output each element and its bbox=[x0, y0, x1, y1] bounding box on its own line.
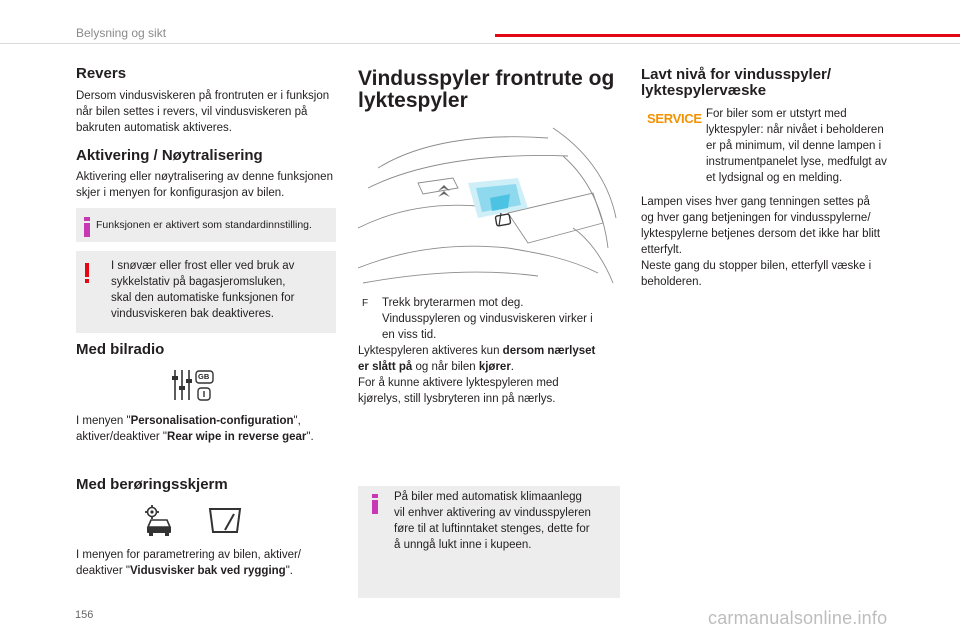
aktivering-line-2: skjer i menyen for konfigurasjon av bilen. bbox=[76, 187, 285, 199]
touchscreen-line-2: deaktiver "Vidusvisker bak ved rygging". bbox=[76, 565, 293, 577]
warning-line-3: skal den automatiske funksjonen for bbox=[111, 292, 295, 304]
bilradio-line-1: I menyen "Personalisation-configuration", bbox=[76, 415, 301, 427]
middle-info-line-1: På biler med automatisk klimaanlegg bbox=[394, 491, 582, 503]
middle-para2-line-1: For å kunne aktivere lyktespyleren med bbox=[358, 377, 559, 389]
middle-para-line-2: er slått på og når bilen kjører. bbox=[358, 361, 514, 373]
service-line-2: lyktespyler: når nivået i beholderen bbox=[706, 124, 884, 136]
car-settings-icon bbox=[142, 503, 176, 537]
right-heading-line-1: Lavt nivå for vindusspyler/ bbox=[641, 66, 832, 83]
right-body-line-4: etterfylt. bbox=[641, 244, 682, 256]
right-body-line-5: Neste gang du stopper bilen, etterfyll væske i bbox=[641, 260, 872, 272]
service-line-3: er på minimum, vil denne lampen i bbox=[706, 140, 882, 152]
middle-info-line-3: føre til at luftinntaket stenges, dette for bbox=[394, 523, 590, 535]
middle-info-box bbox=[358, 486, 620, 598]
right-body-line-2: og hver gang betjeningen for vindusspylerne/ bbox=[641, 212, 871, 224]
info-note-text: Funksjonen er aktivert som standardinnstilling. bbox=[96, 219, 312, 231]
bilradio-heading: Med bilradio bbox=[76, 341, 165, 358]
middle-para2-line-2: kjørelys, still lysbryteren inn på nærlys. bbox=[358, 393, 556, 405]
right-heading-line-2: lyktespylervæske bbox=[641, 82, 767, 99]
aktivering-line-1: Aktivering eller nøytralisering av denne funksjonen bbox=[76, 171, 333, 183]
middle-bullet-line-1: Trekk bryterarmen mot deg. bbox=[382, 297, 524, 309]
bilradio-line-2: aktiver/deaktiver "Rear wipe in reverse gear". bbox=[76, 431, 314, 443]
right-body-line-6: beholderen. bbox=[641, 276, 702, 288]
warning-line-4: vindusviskeren bak deaktiveres. bbox=[111, 308, 274, 320]
warning-note-box bbox=[76, 251, 336, 333]
revers-line-1: Dersom vindusviskeren på frontruten er i funksjon bbox=[76, 90, 330, 102]
service-warning-icon bbox=[647, 110, 702, 128]
warning-icon bbox=[85, 263, 89, 283]
revers-line-3: bakruten automatisk aktiveres. bbox=[76, 122, 232, 134]
right-body-line-3: lyktespylerne betjenes dersom det ikke har blitt bbox=[641, 228, 881, 240]
middle-bullet-line-2: Vindusspyleren og vindusviskeren virker i bbox=[382, 313, 593, 325]
middle-para-line-1: Lyktespyleren aktiveres kun dersom nærlyset bbox=[358, 345, 596, 357]
rear-wiper-icon bbox=[207, 506, 243, 534]
middle-bullet-line-3: en viss tid. bbox=[382, 329, 437, 341]
middle-heading-line-1: Vindusspyler frontrute og bbox=[358, 67, 615, 90]
bullet-marker: F bbox=[362, 298, 369, 309]
touchscreen-heading: Med berøringsskjerm bbox=[76, 476, 228, 493]
service-line-4: instrumentpanelet lyse, medfulgt av bbox=[706, 156, 887, 168]
radio-settings-icon bbox=[170, 368, 216, 402]
warning-line-1: I snøvær eller frost eller ved bruk av bbox=[111, 260, 295, 272]
watermark: carmanualsonline.info bbox=[708, 608, 888, 628]
middle-heading-line-2: lyktespyler bbox=[358, 89, 468, 112]
info-icon bbox=[372, 494, 378, 514]
accent-bar bbox=[495, 34, 960, 37]
service-line-1: For biler som er utstyrt med bbox=[706, 108, 847, 120]
header-divider bbox=[0, 43, 960, 44]
revers-heading: Revers bbox=[76, 65, 127, 82]
touchscreen-line-1: I menyen for parametrering av bilen, aktiver/ bbox=[76, 549, 301, 561]
car-front-illustration bbox=[358, 108, 620, 288]
radio-icon-label: GB bbox=[198, 372, 210, 381]
aktivering-heading: Aktivering / Nøytralisering bbox=[76, 147, 263, 164]
info-icon bbox=[84, 217, 90, 237]
warning-line-2: sykkelstativ på bagasjeromsluken, bbox=[111, 276, 286, 288]
page-number: 156 bbox=[75, 609, 94, 621]
right-body-line-1: Lampen vises hver gang tenningen settes på bbox=[641, 196, 870, 208]
section-title: Belysning og sikt bbox=[76, 26, 167, 40]
revers-line-2: når bilen settes i revers, vil vindusviskeren på bbox=[76, 106, 308, 118]
info-note-box bbox=[76, 208, 336, 242]
service-line-5: et lydsignal og en melding. bbox=[706, 172, 843, 184]
middle-info-line-4: å unngå lukt inne i kupeen. bbox=[394, 539, 532, 551]
service-label: SERVICE bbox=[647, 111, 702, 126]
middle-info-line-2: vil enhver aktivering av vindusspyleren bbox=[394, 507, 591, 519]
